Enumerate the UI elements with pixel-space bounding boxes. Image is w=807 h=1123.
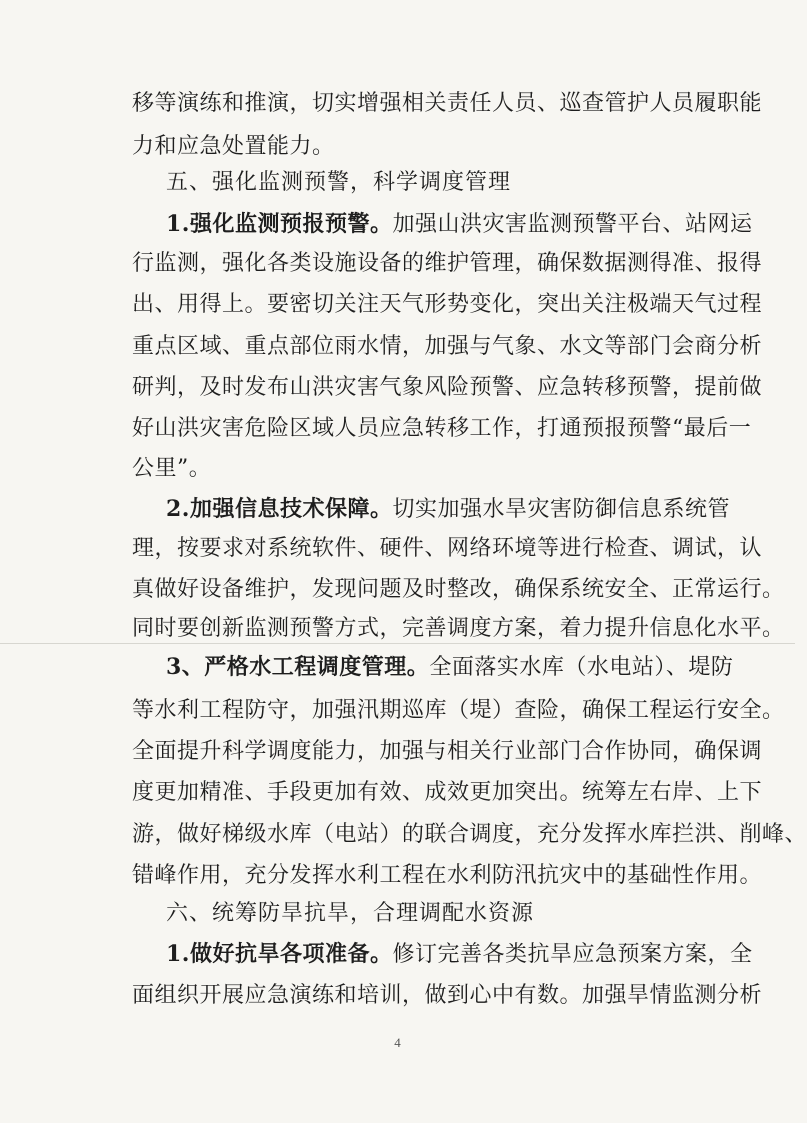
item-title: 1.做好抗旱各项准备。 bbox=[166, 941, 393, 967]
paragraph-line: 3、严格水工程调度管理。全面落实水库（水电站）、堤防 bbox=[166, 654, 734, 680]
paragraph-line: 面组织开展应急演练和培训，做到心中有数。加强旱情监测分析 bbox=[132, 983, 763, 1008]
paragraph-line: 游，做好梯级水库（电站）的联合调度，充分发挥水库拦洪、削峰、 bbox=[132, 822, 807, 847]
paragraph-line: 公里”。 bbox=[132, 456, 212, 481]
paragraph-line: 2.加强信息技术保障。切实加强水旱灾害防御信息系统管 bbox=[166, 496, 730, 522]
section-heading: 五、强化监测预警，科学调度管理 bbox=[166, 170, 512, 195]
paragraph-line: 1.做好抗旱各项准备。修订完善各类抗旱应急预案方案，全 bbox=[166, 941, 753, 967]
paragraph-line: 移等演练和推演，切实增强相关责任人员、巡查管护人员履职能 bbox=[132, 91, 763, 116]
paragraph-line: 研判，及时发布山洪灾害气象风险预警、应急转移预警，提前做 bbox=[132, 375, 763, 400]
paragraph-line: 1.强化监测预报预警。加强山洪灾害监测预警平台、站网运 bbox=[166, 211, 753, 237]
paragraph-line: 度更加精准、手段更加有效、成效更加突出。统筹左右岸、上下 bbox=[132, 780, 763, 805]
paragraph-line: 错峰作用，充分发挥水利工程在水利防汛抗灾中的基础性作用。 bbox=[132, 863, 763, 888]
item-title: 3、严格水工程调度管理。 bbox=[166, 654, 430, 680]
paragraph-line: 同时要创新监测预警方式，完善调度方案，着力提升信息化水平。 bbox=[132, 616, 785, 641]
item-title: 1.强化监测预报预警。 bbox=[166, 211, 393, 237]
paragraph-line: 力和应急处置能力。 bbox=[132, 134, 335, 159]
item-title: 2.加强信息技术保障。 bbox=[166, 496, 393, 522]
paragraph-line: 重点区域、重点部位雨水情，加强与气象、水文等部门会商分析 bbox=[132, 334, 763, 359]
paragraph-line: 真做好设备维护，发现问题及时整改，确保系统安全、正常运行。 bbox=[132, 577, 785, 602]
section-heading: 六、统筹防旱抗旱，合理调配水资源 bbox=[166, 901, 535, 926]
scan-fold-line bbox=[0, 643, 795, 644]
paragraph-line: 等水利工程防守，加强汛期巡库（堤）查险，确保工程运行安全。 bbox=[132, 698, 785, 723]
paragraph-line: 出、用得上。要密切关注天气形势变化，突出关注极端天气过程 bbox=[132, 292, 763, 317]
paragraph-line: 行监测，强化各类设施设备的维护管理，确保数据测得准、报得 bbox=[132, 251, 763, 276]
paragraph-line: 全面提升科学调度能力，加强与相关行业部门合作协同，确保调 bbox=[132, 739, 763, 764]
page-number: 4 bbox=[394, 1035, 401, 1050]
paragraph-line: 理，按要求对系统软件、硬件、网络环境等进行检查、调试，认 bbox=[132, 536, 763, 561]
paragraph-line: 好山洪灾害危险区域人员应急转移工作，打通预报预警“最后一 bbox=[132, 416, 752, 441]
